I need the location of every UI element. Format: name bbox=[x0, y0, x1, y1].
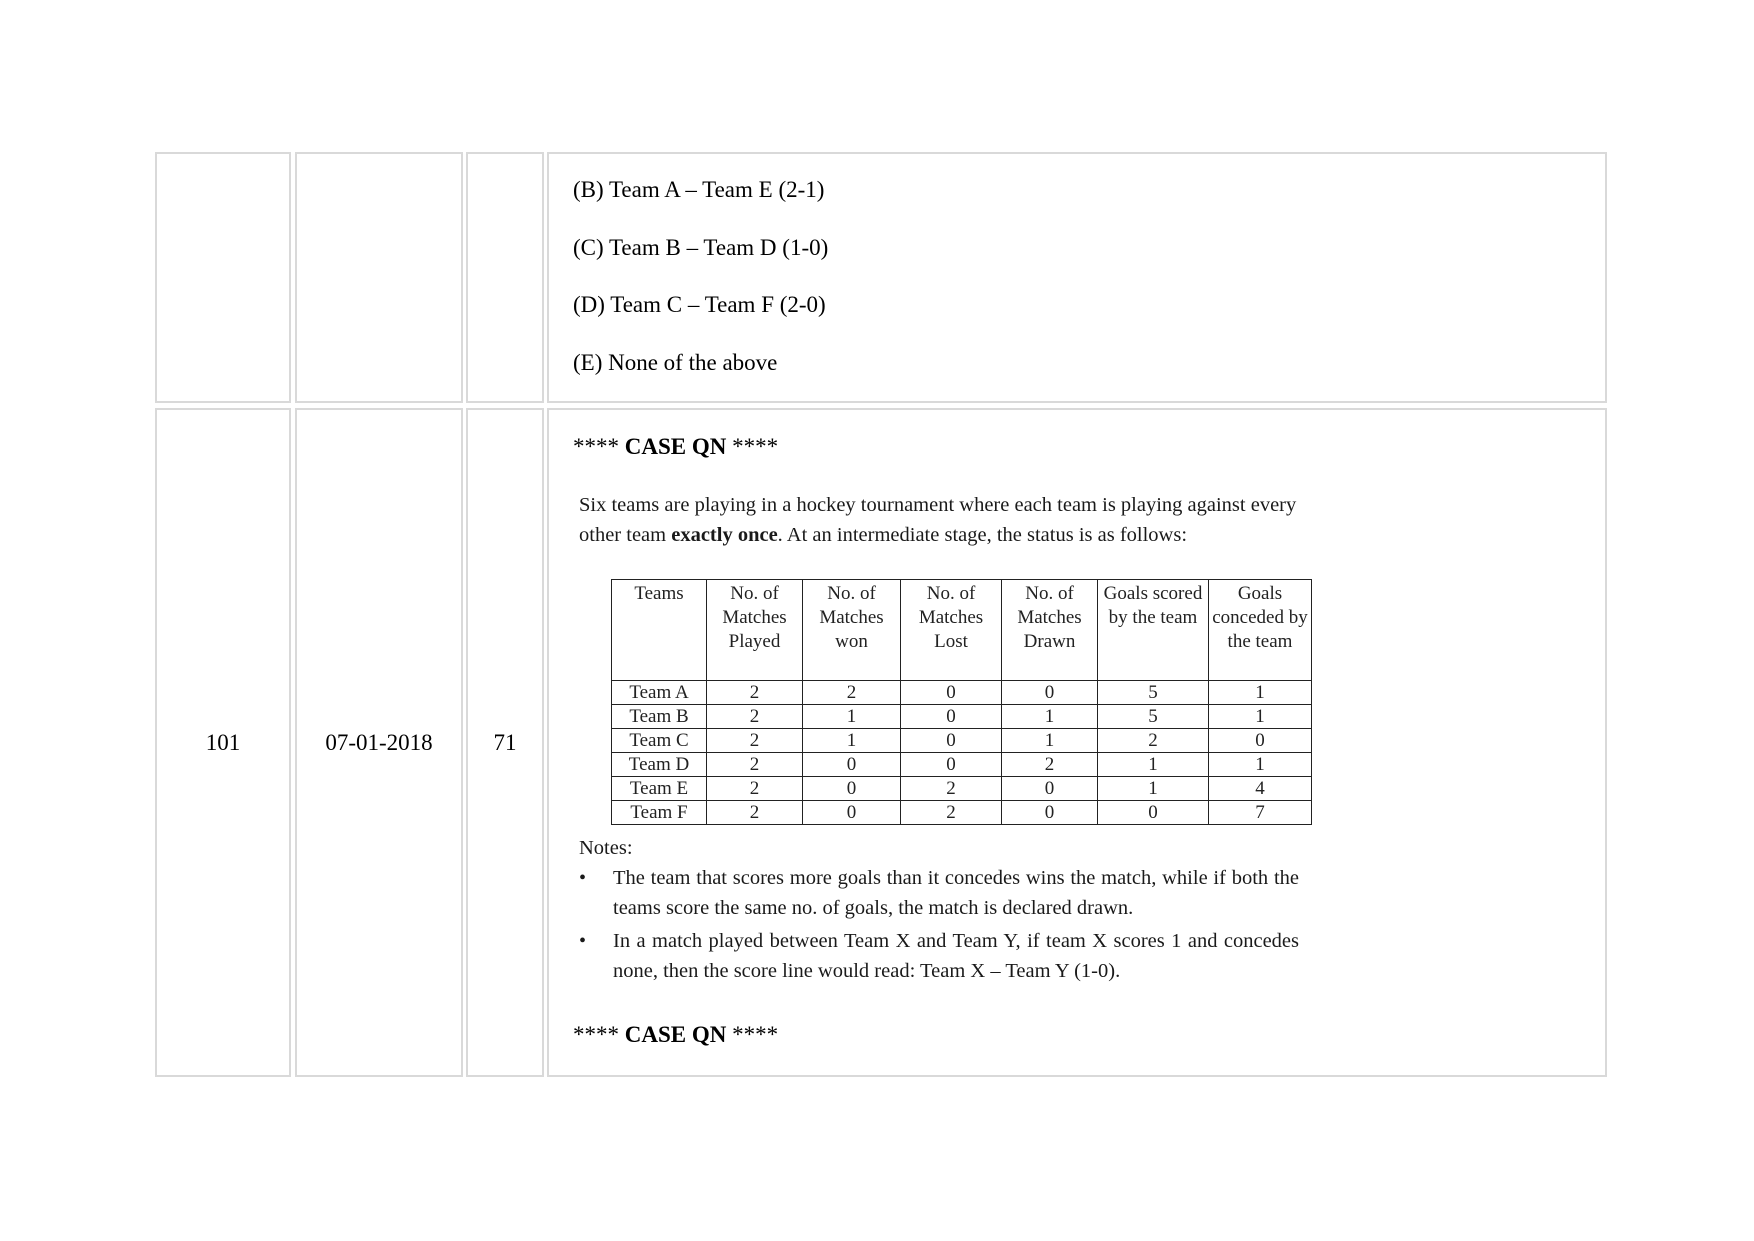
case-marker-bottom: **** CASE QN **** bbox=[573, 1022, 779, 1047]
col-header-teams: Teams bbox=[612, 580, 707, 681]
question-cell bbox=[547, 408, 1607, 1077]
table-row: Team F 2 0 2 0 0 7 bbox=[612, 801, 1312, 825]
table-row: Team C 2 1 0 1 2 0 bbox=[612, 729, 1312, 753]
case-marker-top: **** CASE QN **** bbox=[573, 434, 779, 459]
intro-emphasis: exactly once bbox=[671, 524, 778, 546]
question-number: 71 bbox=[493, 729, 517, 755]
serial-cell bbox=[155, 408, 291, 1077]
table-row: Team A 2 2 0 0 5 1 bbox=[612, 681, 1312, 705]
option-c: (C) Team B – Team D (1-0) bbox=[573, 235, 829, 260]
col-header-lost: No. of Matches Lost bbox=[901, 580, 1002, 681]
col-header-drawn: No. of Matches Drawn bbox=[1002, 580, 1098, 681]
table-row: Team B 2 1 0 1 5 1 bbox=[612, 705, 1312, 729]
table-row: Team D 2 0 0 2 1 1 bbox=[612, 753, 1312, 777]
col-header-goals-scored: Goals scored by the team bbox=[1098, 580, 1209, 681]
option-b: (B) Team A – Team E (2-1) bbox=[573, 177, 825, 202]
table-row: Team E 2 0 2 0 1 4 bbox=[612, 777, 1312, 801]
top-row-date-cell bbox=[295, 152, 463, 403]
serial-number: 101 bbox=[205, 729, 241, 755]
notes-title: Notes: bbox=[579, 837, 633, 859]
col-header-goals-conceded: Goals conceded by the team bbox=[1209, 580, 1312, 681]
top-row-serial-cell bbox=[155, 152, 291, 403]
col-header-won: No. of Matches won bbox=[803, 580, 901, 681]
case-intro: Six teams are playing in a hockey tournament where each team is playing against every other team exactly once. At an intermediate stage, the status is as follows: bbox=[579, 494, 1297, 546]
col-header-played: No. of Matches Played bbox=[707, 580, 803, 681]
date-cell bbox=[295, 408, 463, 1077]
bullet-icon: • bbox=[579, 867, 587, 889]
notes-list bbox=[579, 863, 1299, 986]
option-e: (E) None of the above bbox=[573, 350, 778, 375]
list-item: • In a match played between Team X and Team Y, if team X scores 1 and concedes none, then the score line would read: Team X – Team Y (1-0). bbox=[579, 926, 1299, 986]
top-row-qno-cell bbox=[466, 152, 544, 403]
question-date: 07-01-2018 bbox=[325, 729, 433, 755]
list-item: • The team that scores more goals than it concedes wins the match, while if both the teams score the same no. of goals, the match is declared drawn. bbox=[579, 863, 1299, 923]
qno-cell bbox=[466, 408, 544, 1077]
table-header-row bbox=[612, 580, 1312, 681]
notes-section bbox=[579, 833, 1299, 989]
option-d: (D) Team C – Team F (2-0) bbox=[573, 292, 826, 317]
bullet-icon: • bbox=[579, 930, 587, 952]
tournament-status-table bbox=[611, 579, 1312, 825]
top-row-question-cell bbox=[547, 152, 1607, 403]
